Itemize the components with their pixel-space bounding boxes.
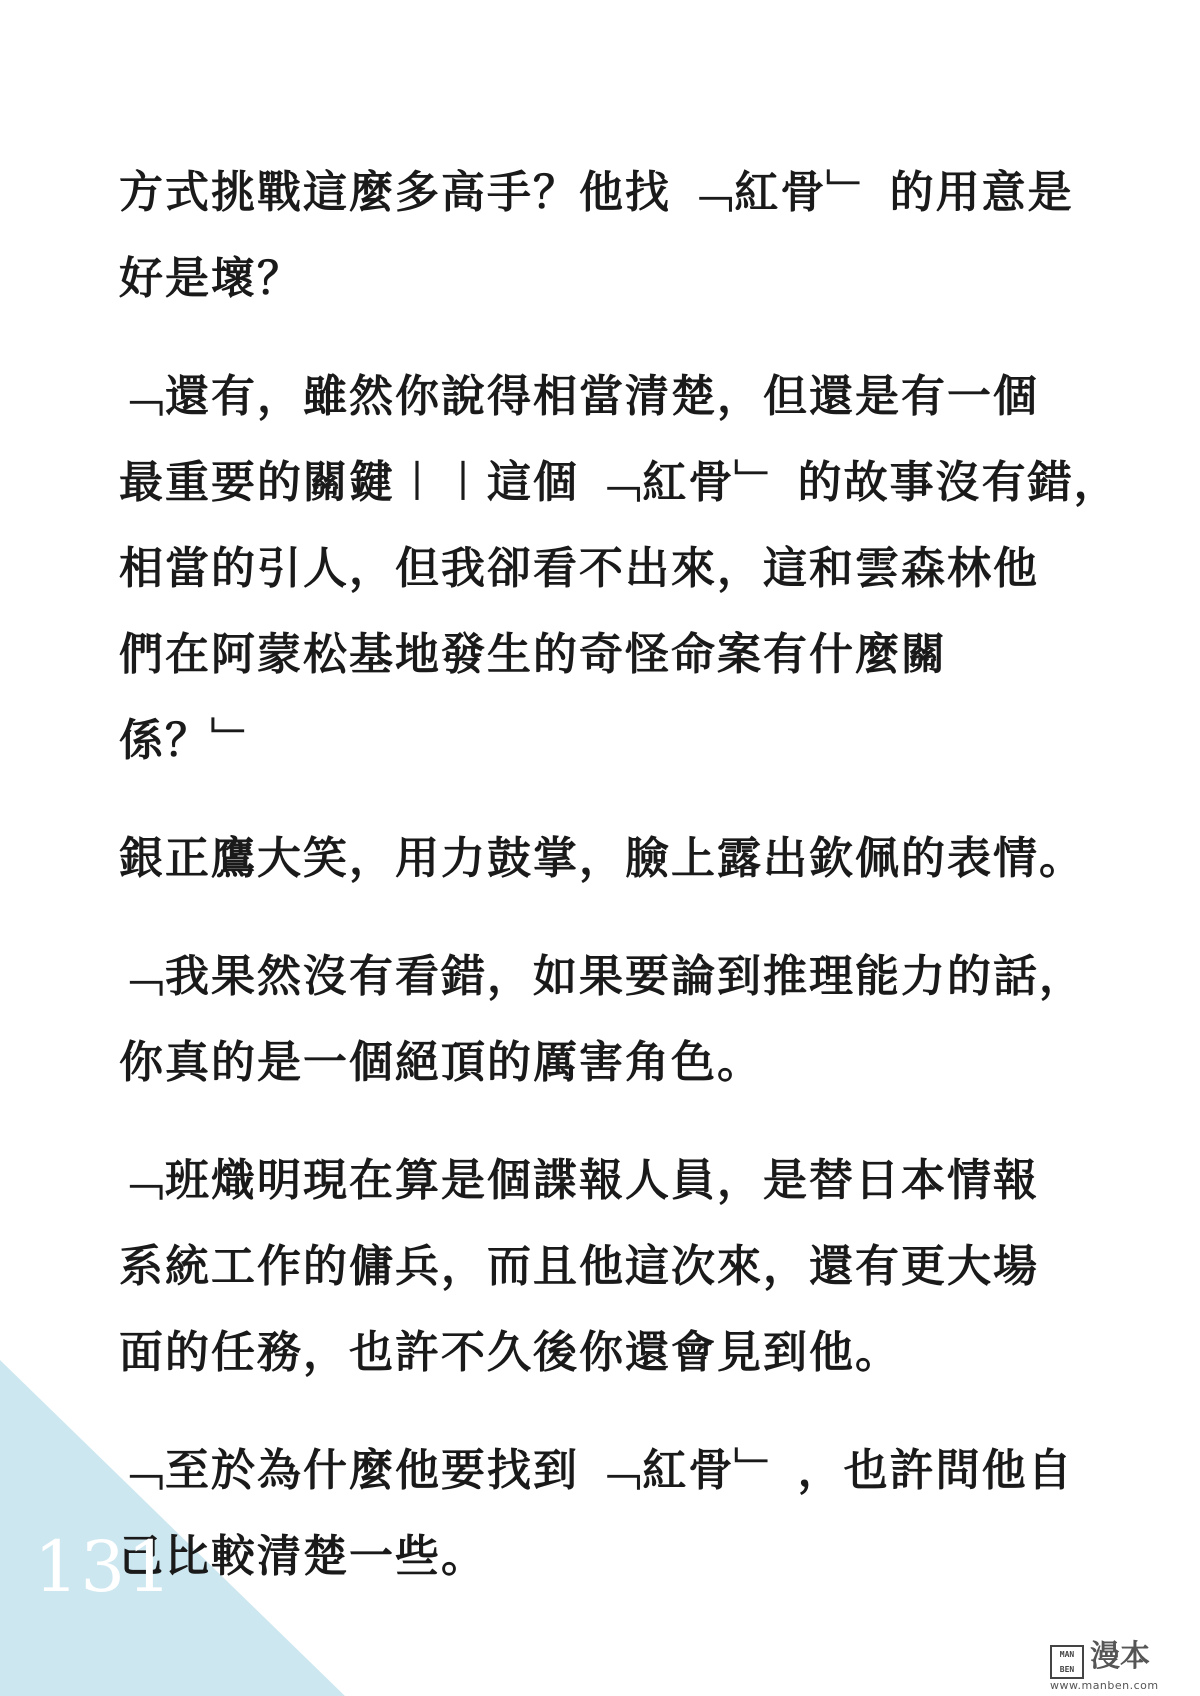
text-line: ﹁班熾明現在算是個諜報人員，是替日本情報 xyxy=(119,1155,1039,1206)
watermark-logo xyxy=(1050,1645,1084,1679)
paragraph xyxy=(119,150,1099,322)
watermark-logo-top: MAN xyxy=(1059,1650,1075,1659)
text-line: 們在阿蒙松基地發生的奇怪命案有什麼關 xyxy=(119,629,947,680)
watermark-brand: 漫本 xyxy=(1090,1639,1150,1674)
page-number: 131 xyxy=(34,1526,174,1608)
paragraph xyxy=(119,1428,1099,1600)
text-line: ﹁還有，雖然你說得相當清楚，但還是有一個 xyxy=(119,371,1039,422)
paragraph xyxy=(119,816,1099,902)
watermark-url: www.manben.com xyxy=(1050,1679,1159,1692)
text-line: ﹁至於為什麼他要找到 ﹁紅骨﹂ ，也許問他自 xyxy=(119,1445,1074,1496)
text-line: 面的任務，也許不久後你還會見到他。 xyxy=(119,1327,901,1378)
paragraph xyxy=(119,354,1120,784)
text-line: 係？﹂ xyxy=(119,715,257,766)
text-line: 方式挑戰這麼多高手？他找 ﹁紅骨﹂ 的用意是 xyxy=(119,167,1074,218)
text-line: ﹁我果然沒有看錯，如果要論到推理能力的話， xyxy=(119,951,1085,1002)
text-line: 相當的引人，但我卻看不出來，這和雲森林他 xyxy=(119,543,1039,594)
text-line: 好是壞？ xyxy=(119,253,303,304)
page-body xyxy=(119,150,1120,1632)
paragraph xyxy=(119,934,1099,1106)
watermark xyxy=(1050,1639,1185,1692)
text-line: 系統工作的傭兵，而且他這次來，還有更大場 xyxy=(119,1241,1039,1292)
watermark-logo-bottom: BEN xyxy=(1059,1665,1075,1674)
text-line: 你真的是一個絕頂的厲害角色。 xyxy=(119,1037,763,1088)
text-line: 最重要的關鍵︱︱這個 ﹁紅骨﹂ 的故事沒有錯， xyxy=(119,457,1120,508)
paragraph xyxy=(119,1138,1099,1396)
text-line: 己比較清楚一些。 xyxy=(119,1531,487,1582)
text-line: 銀正鷹大笑，用力鼓掌，臉上露出欽佩的表情。 xyxy=(119,833,1085,884)
